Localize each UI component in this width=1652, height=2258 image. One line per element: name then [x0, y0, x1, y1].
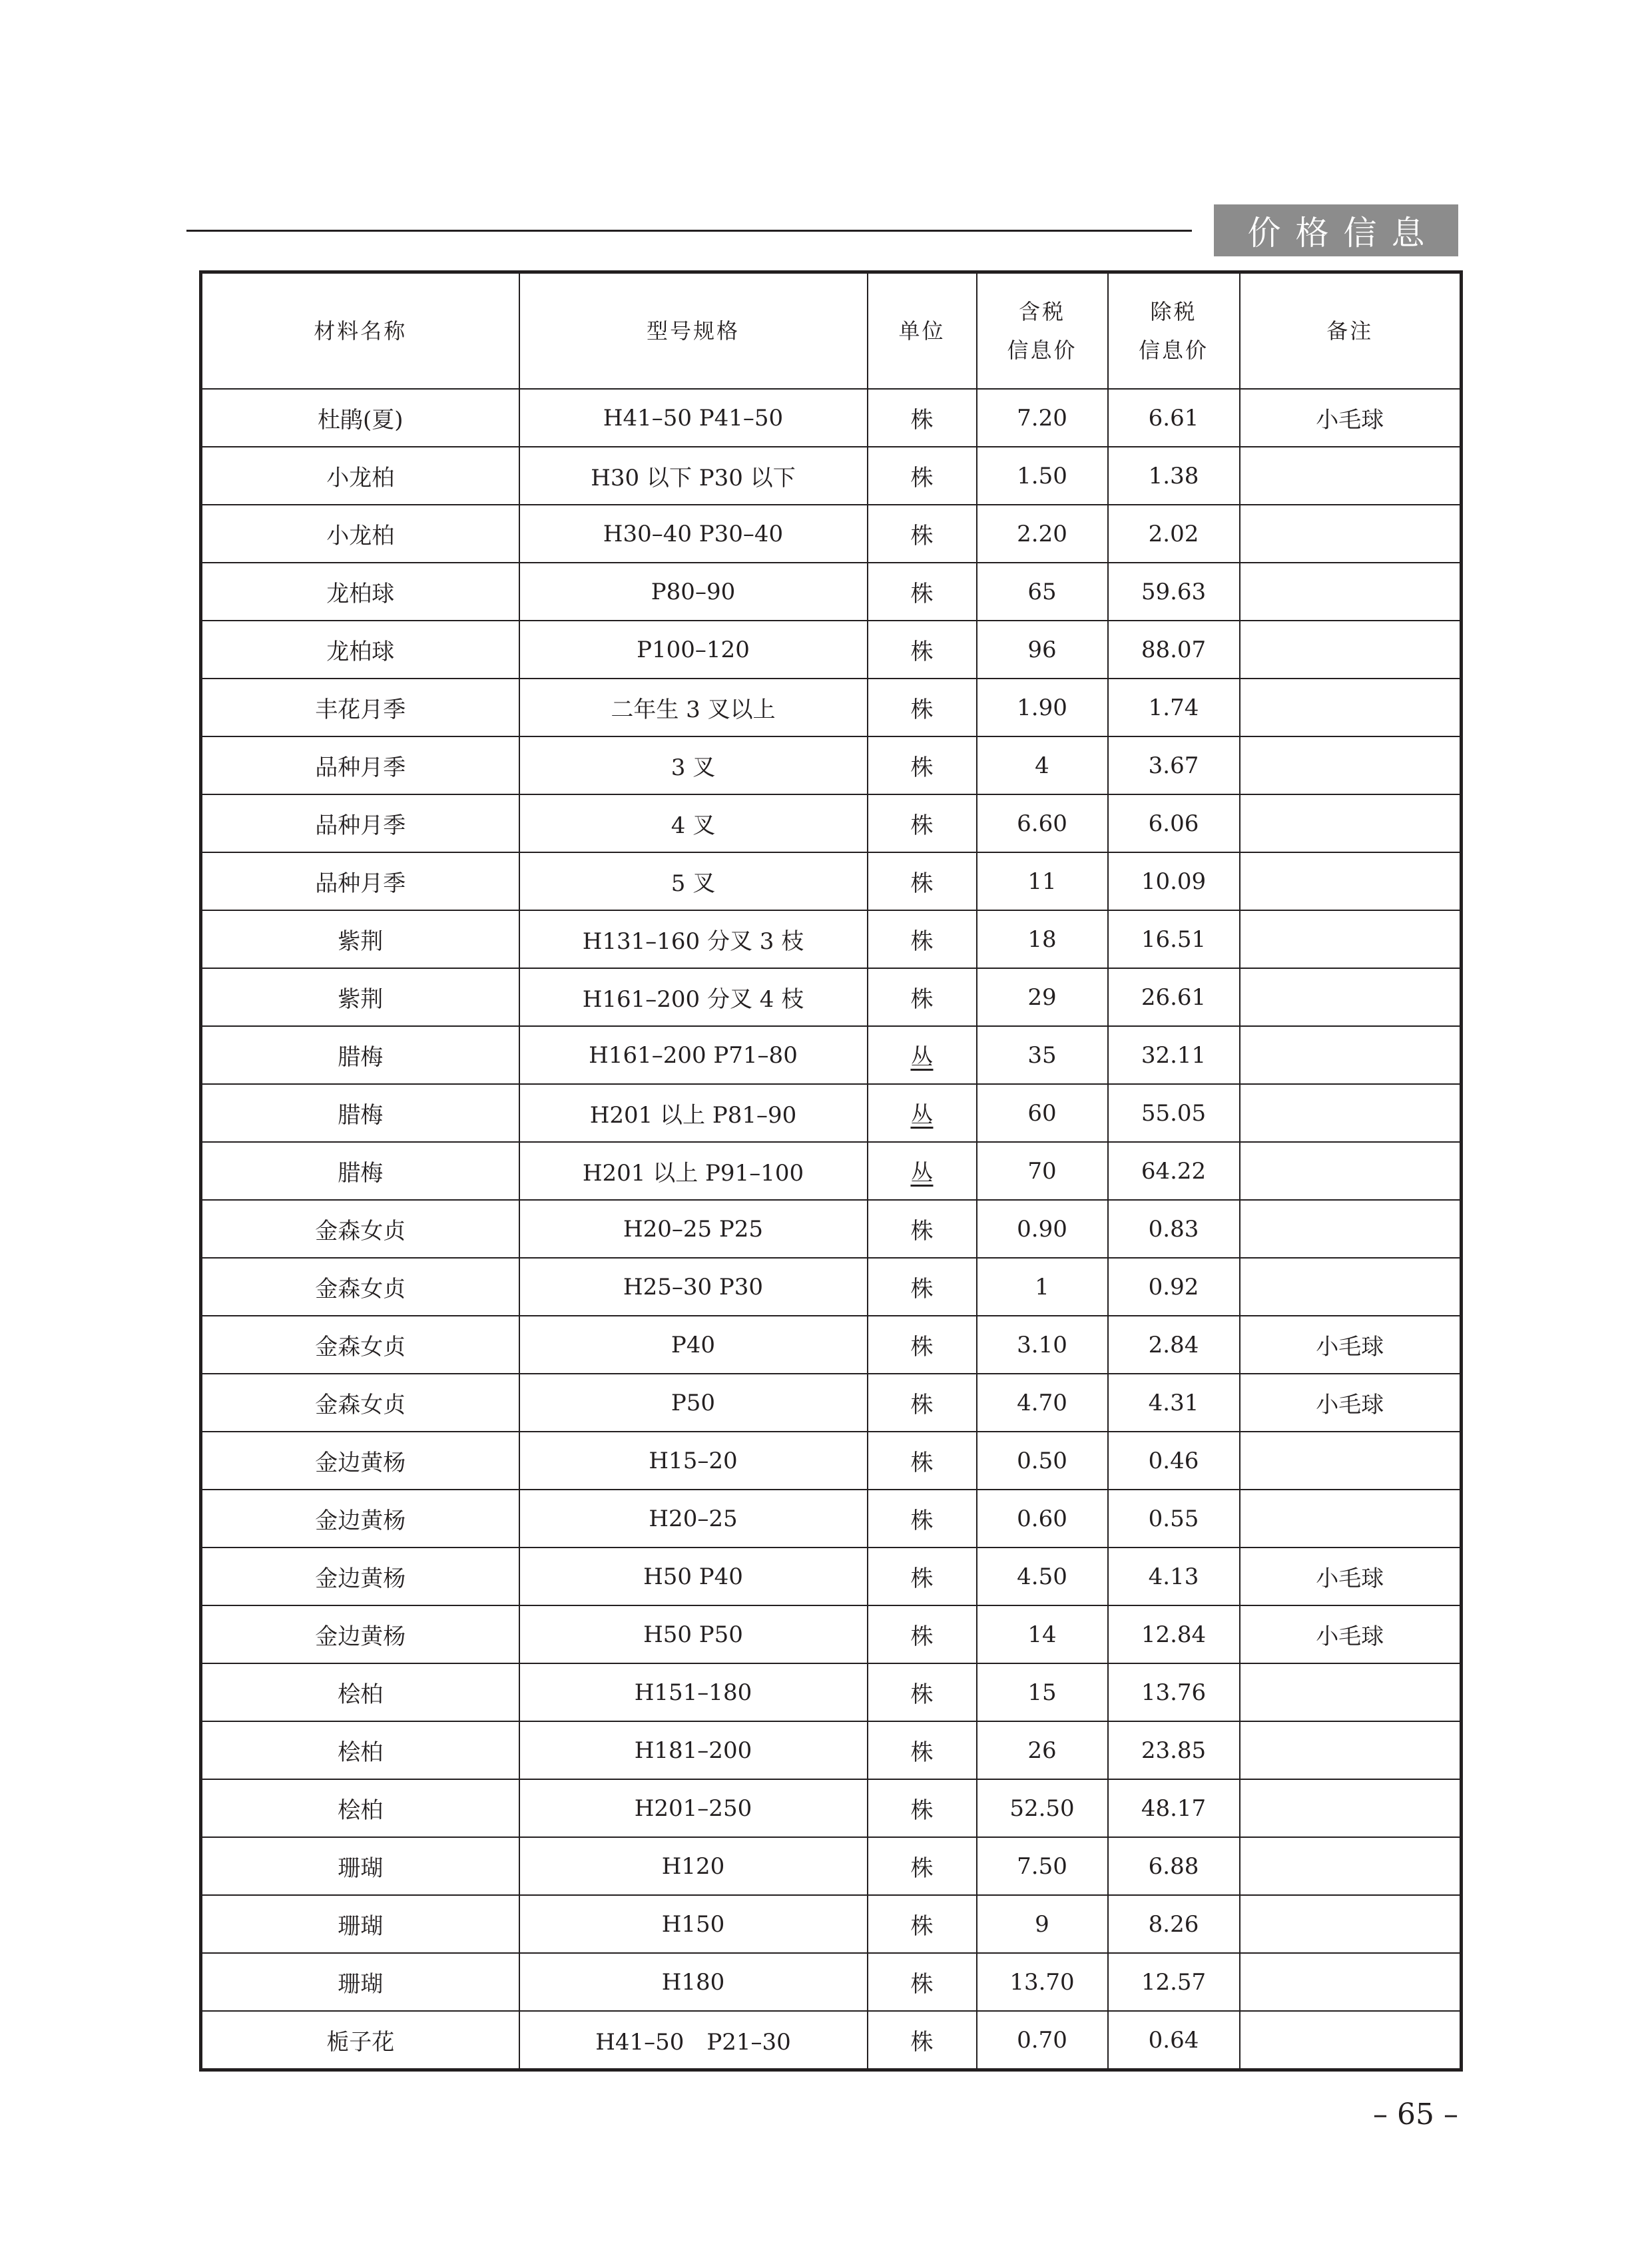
cell-price-notax: 4.13: [1108, 1548, 1240, 1605]
table-row: [201, 2011, 1462, 2070]
cell-unit: 株: [868, 1200, 977, 1258]
cell-name: 金森女贞: [201, 1374, 519, 1432]
cell-price-notax: 0.92: [1108, 1258, 1240, 1316]
cell-note: [1240, 1258, 1462, 1316]
cell-note: [1240, 1895, 1462, 1953]
cell-unit: 株: [868, 447, 977, 505]
cell-unit: 株: [868, 1605, 977, 1663]
table-header-row: [201, 272, 1462, 390]
cell-note: [1240, 1432, 1462, 1490]
cell-spec: H201 以上 P81–90: [519, 1084, 868, 1142]
cell-spec: H201–250: [519, 1779, 868, 1837]
cell-name: 紫荆: [201, 968, 519, 1026]
cell-note: [1240, 736, 1462, 794]
cell-spec: H15–20: [519, 1432, 868, 1490]
table-row: [201, 1548, 1462, 1605]
cell-name: 腊梅: [201, 1084, 519, 1142]
cell-price-notax: 4.31: [1108, 1374, 1240, 1432]
cell-spec: H20–25 P25: [519, 1200, 868, 1258]
table-row: [201, 910, 1462, 968]
cell-note: [1240, 679, 1462, 736]
table-row: [201, 852, 1462, 910]
cell-spec: P100–120: [519, 621, 868, 679]
cell-name: 珊瑚: [201, 1895, 519, 1953]
cell-unit: 株: [868, 736, 977, 794]
cell-note: [1240, 1142, 1462, 1200]
table-row: [201, 1374, 1462, 1432]
cell-name: 品种月季: [201, 794, 519, 852]
cell-name: 珊瑚: [201, 1837, 519, 1895]
cell-price-notax: 0.83: [1108, 1200, 1240, 1258]
cell-note: [1240, 852, 1462, 910]
cell-price-tax: 1: [977, 1258, 1108, 1316]
table-row: [201, 1605, 1462, 1663]
table-row: [201, 1953, 1462, 2011]
cell-unit: 株: [868, 1895, 977, 1953]
cell-price-notax: 2.84: [1108, 1316, 1240, 1374]
table-row: [201, 968, 1462, 1026]
cell-price-notax: 12.84: [1108, 1605, 1240, 1663]
cell-note: [1240, 1200, 1462, 1258]
cell-name: 龙柏球: [201, 563, 519, 621]
cell-price-tax: 7.20: [977, 389, 1108, 447]
cell-name: 小龙柏: [201, 505, 519, 563]
cell-unit: 株: [868, 1316, 977, 1374]
table-row: [201, 447, 1462, 505]
table-row: [201, 1837, 1462, 1895]
cell-unit: 株: [868, 1721, 977, 1779]
price-table: [199, 270, 1463, 2072]
cell-spec: H120: [519, 1837, 868, 1895]
cell-price-tax: 9: [977, 1895, 1108, 1953]
page-number: – 65 –: [1373, 2098, 1458, 2131]
cell-unit: 株: [868, 505, 977, 563]
table-row: [201, 621, 1462, 679]
cell-price-notax: 16.51: [1108, 910, 1240, 968]
cell-name: 珊瑚: [201, 1953, 519, 2011]
cell-unit: 株: [868, 794, 977, 852]
cell-price-notax: 6.61: [1108, 389, 1240, 447]
table-row: [201, 505, 1462, 563]
cell-name: 桧柏: [201, 1779, 519, 1837]
table-row: [201, 1026, 1462, 1084]
cell-price-notax: 55.05: [1108, 1084, 1240, 1142]
cell-name: 金边黄杨: [201, 1605, 519, 1663]
cell-note: [1240, 1721, 1462, 1779]
cell-price-tax: 15: [977, 1663, 1108, 1721]
cell-note: [1240, 505, 1462, 563]
cell-name: 栀子花: [201, 2011, 519, 2070]
table-body: [201, 389, 1462, 2070]
cell-unit: 株: [868, 1490, 977, 1548]
cell-unit: 株: [868, 2011, 977, 2070]
cell-spec: H30 以下 P30 以下: [519, 447, 868, 505]
cell-spec: H30–40 P30–40: [519, 505, 868, 563]
cell-note: [1240, 563, 1462, 621]
cell-price-notax: 23.85: [1108, 1721, 1240, 1779]
cell-unit: 株: [868, 852, 977, 910]
cell-note: [1240, 1084, 1462, 1142]
cell-unit: 株: [868, 968, 977, 1026]
cell-note: 小毛球: [1240, 1374, 1462, 1432]
table-row: [201, 1084, 1462, 1142]
cell-note: [1240, 1490, 1462, 1548]
cell-note: [1240, 621, 1462, 679]
cell-price-tax: 52.50: [977, 1779, 1108, 1837]
cell-price-notax: 12.57: [1108, 1953, 1240, 2011]
cell-price-tax: 1.90: [977, 679, 1108, 736]
cell-name: 紫荆: [201, 910, 519, 968]
cell-unit: 株: [868, 1953, 977, 2011]
cell-price-notax: 3.67: [1108, 736, 1240, 794]
cell-price-tax: 60: [977, 1084, 1108, 1142]
cell-unit: 株: [868, 910, 977, 968]
column-header-spec: 型号规格: [519, 272, 868, 390]
cell-spec: P50: [519, 1374, 868, 1432]
cell-price-notax: 59.63: [1108, 563, 1240, 621]
table-row: [201, 1316, 1462, 1374]
cell-price-tax: 18: [977, 910, 1108, 968]
cell-price-tax: 65: [977, 563, 1108, 621]
cell-unit: 株: [868, 1548, 977, 1605]
cell-spec: H41–50 P21–30: [519, 2011, 868, 2070]
cell-price-tax: 13.70: [977, 1953, 1108, 2011]
cell-note: [1240, 1837, 1462, 1895]
cell-name: 金森女贞: [201, 1258, 519, 1316]
cell-spec: H180: [519, 1953, 868, 2011]
cell-spec: H201 以上 P91–100: [519, 1142, 868, 1200]
cell-price-tax: 29: [977, 968, 1108, 1026]
cell-spec: 二年生 3 叉以上: [519, 679, 868, 736]
cell-unit: 丛: [868, 1142, 977, 1200]
table-row: [201, 794, 1462, 852]
cell-note: [1240, 1026, 1462, 1084]
cell-spec: 4 叉: [519, 794, 868, 852]
cell-name: 金边黄杨: [201, 1432, 519, 1490]
cell-note: [1240, 968, 1462, 1026]
cell-unit: 株: [868, 1837, 977, 1895]
cell-price-notax: 48.17: [1108, 1779, 1240, 1837]
cell-price-notax: 1.74: [1108, 679, 1240, 736]
cell-spec: H20–25: [519, 1490, 868, 1548]
cell-price-tax: 2.20: [977, 505, 1108, 563]
cell-price-notax: 64.22: [1108, 1142, 1240, 1200]
cell-name: 金森女贞: [201, 1316, 519, 1374]
cell-note: [1240, 1663, 1462, 1721]
cell-unit: 株: [868, 563, 977, 621]
cell-spec: P80–90: [519, 563, 868, 621]
table-row: [201, 1432, 1462, 1490]
section-title: 价格信息: [1214, 204, 1458, 256]
cell-name: 杜鹃(夏): [201, 389, 519, 447]
cell-price-tax: 1.50: [977, 447, 1108, 505]
cell-price-tax: 96: [977, 621, 1108, 679]
cell-spec: H131–160 分叉 3 枝: [519, 910, 868, 968]
table-row: [201, 1779, 1462, 1837]
cell-price-tax: 0.50: [977, 1432, 1108, 1490]
cell-unit: 株: [868, 1258, 977, 1316]
cell-price-tax: 70: [977, 1142, 1108, 1200]
cell-note: [1240, 1779, 1462, 1837]
cell-note: [1240, 1953, 1462, 2011]
cell-price-notax: 0.55: [1108, 1490, 1240, 1548]
table-row: [201, 736, 1462, 794]
cell-note: [1240, 447, 1462, 505]
cell-spec: 3 叉: [519, 736, 868, 794]
cell-price-tax: 11: [977, 852, 1108, 910]
cell-price-notax: 8.26: [1108, 1895, 1240, 1953]
cell-name: 金森女贞: [201, 1200, 519, 1258]
cell-name: 腊梅: [201, 1142, 519, 1200]
cell-name: 丰花月季: [201, 679, 519, 736]
column-header-price-tax: 含税 信息价: [977, 272, 1108, 390]
cell-price-notax: 13.76: [1108, 1663, 1240, 1721]
cell-spec: 5 叉: [519, 852, 868, 910]
cell-spec: H25–30 P30: [519, 1258, 868, 1316]
cell-price-notax: 6.06: [1108, 794, 1240, 852]
cell-price-tax: 4.50: [977, 1548, 1108, 1605]
table-row: [201, 1721, 1462, 1779]
cell-unit: 株: [868, 1432, 977, 1490]
cell-price-notax: 0.64: [1108, 2011, 1240, 2070]
cell-price-tax: 14: [977, 1605, 1108, 1663]
table-row: [201, 389, 1462, 447]
table-row: [201, 679, 1462, 736]
cell-spec: H151–180: [519, 1663, 868, 1721]
cell-unit: 丛: [868, 1026, 977, 1084]
cell-name: 腊梅: [201, 1026, 519, 1084]
cell-spec: H50 P50: [519, 1605, 868, 1663]
cell-unit: 株: [868, 1374, 977, 1432]
cell-name: 金边黄杨: [201, 1490, 519, 1548]
cell-name: 品种月季: [201, 736, 519, 794]
cell-note: 小毛球: [1240, 1548, 1462, 1605]
cell-note: 小毛球: [1240, 1605, 1462, 1663]
table-row: [201, 1200, 1462, 1258]
header-rule: [186, 230, 1192, 232]
cell-name: 品种月季: [201, 852, 519, 910]
cell-spec: P40: [519, 1316, 868, 1374]
table-row: [201, 1490, 1462, 1548]
cell-price-notax: 88.07: [1108, 621, 1240, 679]
cell-unit: 株: [868, 1779, 977, 1837]
cell-price-tax: 4.70: [977, 1374, 1108, 1432]
column-header-note: 备注: [1240, 272, 1462, 390]
table-row: [201, 1895, 1462, 1953]
cell-unit: 株: [868, 679, 977, 736]
cell-unit: 株: [868, 389, 977, 447]
cell-note: [1240, 2011, 1462, 2070]
cell-spec: H41–50 P41–50: [519, 389, 868, 447]
cell-price-notax: 32.11: [1108, 1026, 1240, 1084]
cell-note: 小毛球: [1240, 389, 1462, 447]
cell-price-notax: 2.02: [1108, 505, 1240, 563]
cell-spec: H161–200 P71–80: [519, 1026, 868, 1084]
cell-price-tax: 7.50: [977, 1837, 1108, 1895]
cell-name: 金边黄杨: [201, 1548, 519, 1605]
cell-unit: 株: [868, 1663, 977, 1721]
cell-name: 小龙柏: [201, 447, 519, 505]
table-row: [201, 1663, 1462, 1721]
cell-unit: 株: [868, 621, 977, 679]
cell-spec: H150: [519, 1895, 868, 1953]
cell-price-tax: 0.90: [977, 1200, 1108, 1258]
cell-price-tax: 0.60: [977, 1490, 1108, 1548]
cell-price-tax: 35: [977, 1026, 1108, 1084]
table-row: [201, 1142, 1462, 1200]
cell-price-notax: 0.46: [1108, 1432, 1240, 1490]
cell-price-tax: 3.10: [977, 1316, 1108, 1374]
table-row: [201, 563, 1462, 621]
cell-name: 桧柏: [201, 1663, 519, 1721]
cell-price-notax: 10.09: [1108, 852, 1240, 910]
column-header-unit: 单位: [868, 272, 977, 390]
cell-price-notax: 1.38: [1108, 447, 1240, 505]
cell-note: [1240, 794, 1462, 852]
table-row: [201, 1258, 1462, 1316]
cell-spec: H50 P40: [519, 1548, 868, 1605]
column-header-name: 材料名称: [201, 272, 519, 390]
cell-name: 龙柏球: [201, 621, 519, 679]
cell-price-tax: 6.60: [977, 794, 1108, 852]
cell-note: 小毛球: [1240, 1316, 1462, 1374]
cell-note: [1240, 910, 1462, 968]
cell-spec: H181–200: [519, 1721, 868, 1779]
cell-price-tax: 26: [977, 1721, 1108, 1779]
cell-name: 桧柏: [201, 1721, 519, 1779]
cell-price-notax: 26.61: [1108, 968, 1240, 1026]
cell-price-tax: 4: [977, 736, 1108, 794]
cell-price-notax: 6.88: [1108, 1837, 1240, 1895]
column-header-price-notax: 除税 信息价: [1108, 272, 1240, 390]
cell-spec: H161–200 分叉 4 枝: [519, 968, 868, 1026]
cell-price-tax: 0.70: [977, 2011, 1108, 2070]
cell-unit: 丛: [868, 1084, 977, 1142]
